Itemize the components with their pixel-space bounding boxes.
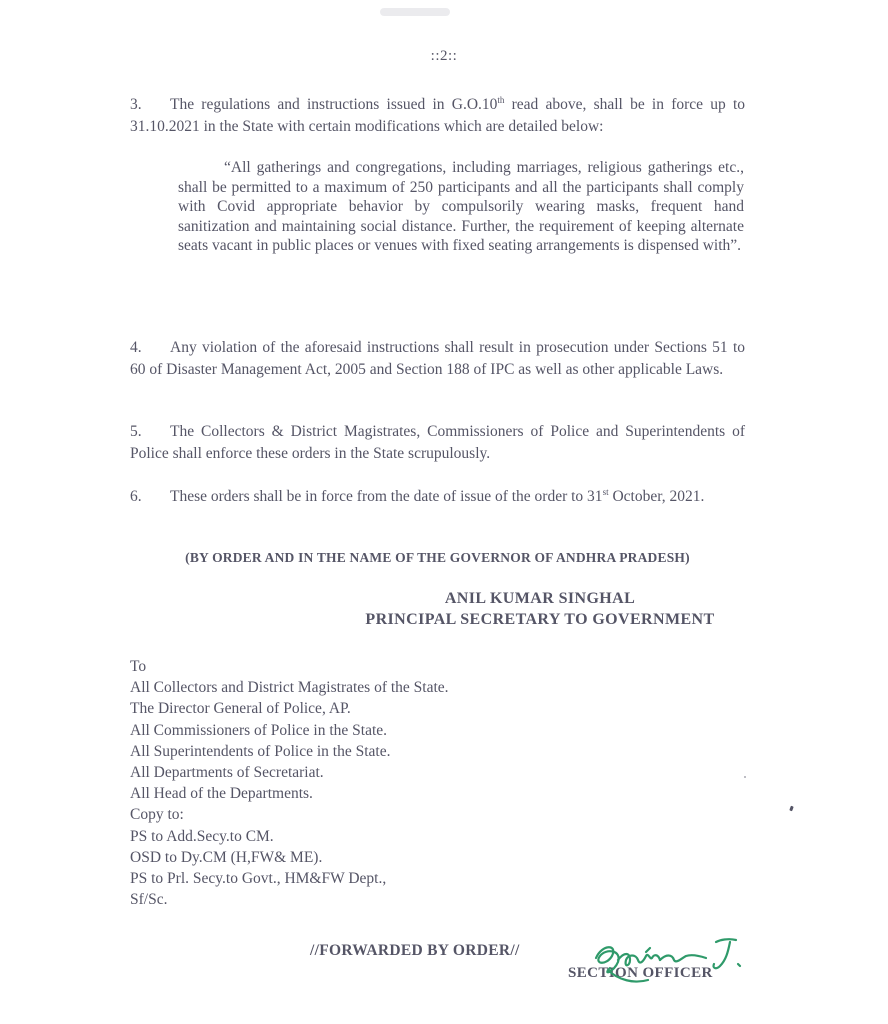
copy-to-label: Copy to: — [130, 806, 184, 824]
paragraph-text: Any violation of the aforesaid instructions shall result in prosecution under Sections 51 to 60 of Disaster Management Act, 2005 and Section 188 of IPC as well as other applicable Laws. — [130, 339, 745, 378]
paragraph-number: 3. — [130, 96, 142, 113]
recipient-item: All Commissioners of Police in the State. — [130, 721, 388, 739]
paragraph-6 — [130, 486, 745, 508]
recipient-item: The Director General of Police, AP. — [130, 700, 351, 718]
paragraph-text: The Collectors & District Magistrates, Commissioners of Police and Superintendents of Police shall enforce these orders in the State scrupulously. — [130, 423, 745, 462]
paragraph-4 — [130, 337, 745, 381]
signature-mark — [588, 930, 758, 1000]
signatory-designation: PRINCIPAL SECRETARY TO GOVERNMENT — [365, 611, 715, 628]
recipient-item: All Collectors and District Magistrates of the State. — [130, 679, 449, 697]
section-officer-title: SECTION OFFICER — [568, 965, 713, 981]
forwarded-by-order: //FORWARDED BY ORDER// — [310, 942, 520, 959]
paragraph-text: These orders shall be in force from the date of issue of the order to 31 — [170, 488, 603, 505]
quoted-modification — [178, 158, 744, 256]
paragraph-text-cont: read above, shall be in force up to 31.10.2021 in the State with certain modifications which are detailed below: — [130, 96, 745, 135]
to-label: To — [130, 658, 147, 675]
order-line: (BY ORDER AND IN THE NAME OF THE GOVERNOR OF ANDHRA PRADESH) — [185, 550, 690, 565]
copy-item: PS to Add.Secy.to CM. — [130, 827, 274, 845]
paragraph-number: 5. — [130, 423, 142, 440]
paragraph-number: 6. — [130, 488, 142, 505]
copy-item: Sf/Sc. — [130, 891, 168, 909]
distribution-list — [130, 656, 449, 910]
paragraph-5 — [130, 421, 745, 465]
superscript: th — [497, 94, 505, 105]
copy-item: OSD to Dy.CM (H,FW& ME). — [130, 848, 323, 866]
copy-item: PS to Prl. Secy.to Govt., HM&FW Dept., — [130, 870, 387, 888]
paragraph-text: The regulations and instructions issued in G.O.10 — [170, 96, 498, 113]
recipient-item: All Departments of Secretariat. — [130, 764, 324, 782]
paragraph-text-cont: October, 2021. — [608, 488, 705, 505]
recipient-item: All Superintendents of Police in the State. — [130, 742, 391, 760]
page-number: ::2:: — [430, 48, 458, 64]
paragraph-3 — [130, 94, 745, 138]
header-smudge — [380, 8, 450, 16]
ink-speck — [744, 776, 746, 778]
signatory-name: ANIL KUMAR SINGHAL — [444, 590, 636, 607]
quote-text: “All gatherings and congregations, including marriages, religious gatherings etc., shall be permitted to a maximum of 250 participants and all the participants shall comply with Covid appropriate behavior by compulsorily wearing masks, frequent hand sanitization and maintaining social distance. Further, the requirement of keeping alternate seats vacant in public places or venues with fixed seating arrangements is dispensed with”. — [178, 159, 744, 255]
superscript: st — [602, 486, 609, 497]
paragraph-number: 4. — [130, 339, 142, 356]
ink-speck — [789, 806, 794, 812]
recipient-item: All Head of the Departments. — [130, 785, 313, 803]
